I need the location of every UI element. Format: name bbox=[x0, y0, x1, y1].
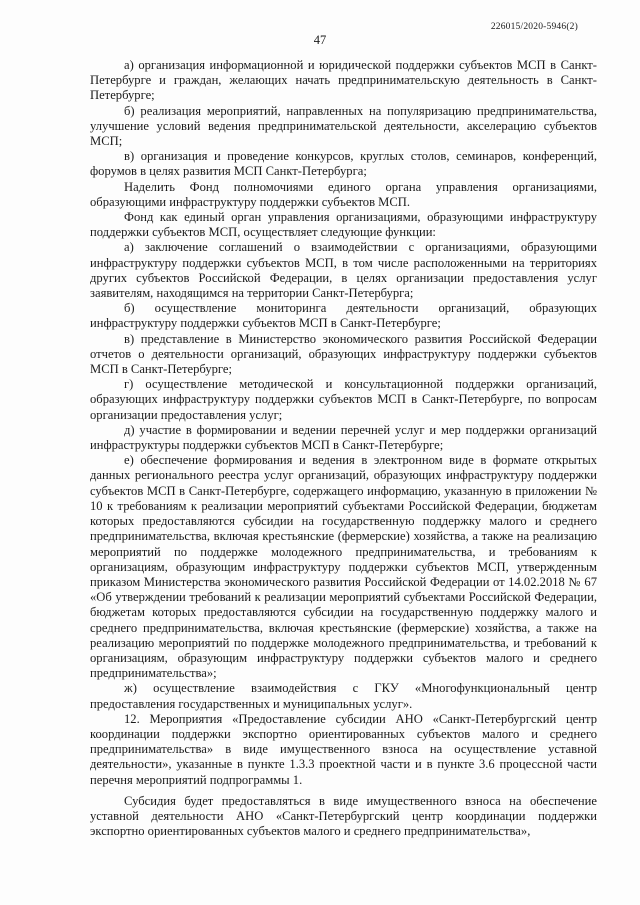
document-code: 226015/2020-5946(2) bbox=[490, 22, 578, 32]
paragraph: б) реализация мероприятий, направленных на популяризацию предпринимательства, улучшение условий ведения предпринимательской деятельности, акселерацию субъектов МСП; bbox=[90, 103, 597, 149]
paragraph: Наделить Фонд полномочиями единого органа управления организациями, образующими инфраструктуру поддержки субъектов МСП. bbox=[90, 179, 597, 209]
paragraph: д) участие в формировании и ведении перечней услуг и мер поддержки организаций инфраструктуры поддержки субъектов МСП в Санкт-Петербурге; bbox=[90, 422, 597, 453]
paragraph: г) осуществление методической и консультационной поддержки организаций, образующих инфраструктуру поддержки субъектов МСП в Санкт-Петербурге, по вопросам организации предоставления услуг; bbox=[90, 377, 597, 422]
paragraph: е) обеспечение формирования и ведения в электронном виде в формате открытых данных регионального реестра услуг организаций, образующих инфраструктуру поддержки субъектов МСП в Санкт-Петербурге, содержащего информацию, указанную в приложении № 10 к требованиям к реализации мероприятий субъектами Российской Федерации, бюджетам которых предоставляются субсидии на государственную поддержку малого и среднего предпринимательства, включая крестьянские (фермерские) хозяйства, а также на реализацию мероприятий по поддержке молодежного предпринимательства, и требованиям к организациям, образующим инфраструктуру поддержки субъектов МСП, утвержденным приказом Министерства экономического развития Российской Федерации от 14.02.2018 № 67 «Об утверждении требований к реализации мероприятий субъектами Российской Федерации, бюджетам которых предоставляются субсидии на государственную поддержку малого и среднего предпринимательства, включая крестьянские (фермерские) хозяйства, а также на реализацию мероприятий по поддержке молодежного предпринимательства, и требований к организациям, образующим инфраструктуру поддержки субъектов малого и среднего предпринимательства»; bbox=[90, 453, 597, 681]
paragraph: а) организация информационной и юридической поддержки субъектов МСП в Санкт-Петербурге и граждан, желающих начать предпринимательскую деятельность в Санкт-Петербурге; bbox=[90, 58, 597, 103]
paragraph: 12. Мероприятия «Предоставление субсидии АНО «Санкт-Петербургский центр координации поддержки экспортно ориентированных субъектов малого и среднего предпринимательства» в виде имущественного взноса на осуществление уставной деятельности», указанные в пункте 1.3.3 проектной части и в пункте 3.6 процессной части перечня мероприятий подпрограммы 1. bbox=[90, 711, 597, 787]
paragraph: а) заключение соглашений о взаимодействии с организациями, образующими инфраструктуру поддержки субъектов МСП, в том числе расположенными на территориях других субъектов Российской Федерации, в целях организации предоставления услуг заявителям, находящимся на территории Санкт-Петербурга; bbox=[90, 240, 597, 301]
paragraph: в) организация и проведение конкурсов, круглых столов, семинаров, конференций, форумов в целях развития МСП Санкт-Петербурга; bbox=[90, 149, 597, 179]
page-number: 47 bbox=[313, 33, 327, 47]
document-body bbox=[90, 58, 597, 839]
paragraph: ж) осуществление взаимодействия с ГКУ «Многофункциональный центр предоставления государственных и муниципальных услуг». bbox=[90, 681, 597, 711]
paragraph: Субсидия будет предоставляться в виде имущественного взноса на обеспечение уставной деятельности АНО «Санкт-Петербургский центр координации поддержки экспортно ориентированных субъектов малого и среднего предпринимательства», bbox=[90, 793, 597, 839]
paragraph: в) представление в Министерство экономического развития Российской Федерации отчетов о деятельности организаций, образующих инфраструктуру поддержки субъектов МСП в Санкт-Петербурге; bbox=[90, 331, 597, 377]
paragraph: Фонд как единый орган управления организациями, образующими инфраструктуру поддержки субъектов МСП, осуществляет следующие функции: bbox=[90, 210, 597, 240]
paragraph: б) осуществление мониторинга деятельности организаций, образующих инфраструктуру поддержки субъектов МСП в Санкт-Петербурге; bbox=[90, 301, 597, 331]
